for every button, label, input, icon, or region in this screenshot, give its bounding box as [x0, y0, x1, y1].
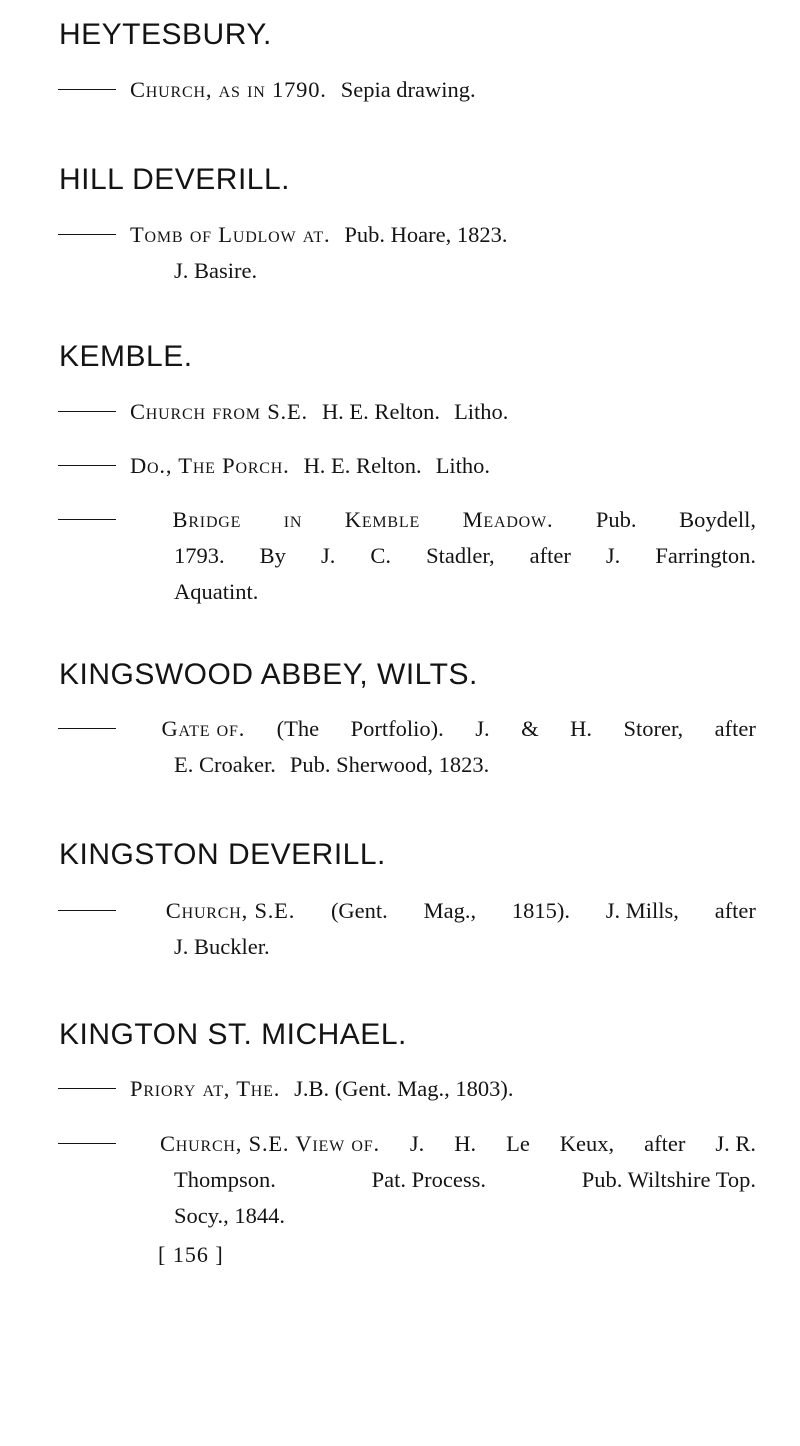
entry-text: Socy., 1844. — [174, 1203, 286, 1228]
catalogue-entry — [58, 217, 756, 289]
entry-dash — [58, 1143, 116, 1144]
entry-text: H. E. Relton. — [321, 399, 441, 424]
entry-text: 1815). — [511, 898, 570, 923]
section-heading: KEMBLE. — [59, 340, 193, 373]
entry-title: Church, S.E. View of. — [159, 1131, 380, 1156]
section-heading: KINGSWOOD ABBEY, WILTS. — [59, 658, 478, 691]
entry-text: J. — [320, 543, 336, 568]
entry-text: Mag., — [423, 898, 477, 923]
entry-text: Aquatint. — [174, 579, 259, 604]
entry-text: J. — [409, 1131, 425, 1156]
entry-text: Pub. Hoare, 1823. — [344, 222, 508, 247]
entry-dash — [58, 910, 116, 911]
entry-text: J. — [475, 716, 490, 741]
entry-text: J. Basire. — [174, 258, 258, 283]
entry-line — [58, 394, 756, 430]
entry-dash — [58, 465, 116, 466]
entry-line — [58, 1162, 756, 1198]
entry-title: Meadow. — [462, 507, 554, 532]
entry-text: (The — [276, 716, 320, 741]
entry-title: Do., The Porch. — [130, 453, 290, 478]
entry-line — [58, 1071, 756, 1107]
entry-text: (Gent. — [330, 898, 388, 923]
entry-text: Pub. — [595, 507, 637, 532]
entry-dash — [58, 519, 116, 520]
entry-text: H. E. Relton. — [303, 453, 422, 478]
entry-text: Le — [506, 1131, 530, 1156]
section-heading: HILL DEVERILL. — [59, 163, 290, 196]
entry-line — [58, 711, 756, 747]
entry-title: Kemble — [344, 507, 421, 532]
entry-text: E. Croaker. — [174, 752, 276, 777]
section-heading: HEYTESBURY. — [59, 18, 272, 51]
catalogue-entry — [58, 711, 756, 783]
catalogue-entry — [58, 1126, 756, 1234]
entry-title: Gate of. — [161, 716, 246, 741]
entry-line — [58, 448, 756, 484]
entry-text: Pat. Process. — [371, 1167, 487, 1192]
catalogue-entry — [58, 72, 756, 108]
entry-title: Church from S.E. — [130, 399, 308, 424]
entry-title: Tomb of Ludlow at. — [130, 222, 331, 247]
entry-text: Keux, — [559, 1131, 615, 1156]
entry-dash — [58, 728, 116, 729]
entry-text: By — [259, 543, 286, 568]
entry-text: & — [521, 716, 539, 741]
entry-title: Church, S.E. — [165, 898, 296, 923]
entry-text: Litho. — [454, 399, 509, 424]
entry-text: after — [714, 716, 756, 741]
entry-line — [58, 929, 756, 965]
entry-text: Portfolio). — [350, 716, 444, 741]
entry-line — [58, 72, 756, 108]
entry-text: Boydell, — [679, 507, 756, 532]
entry-dash — [58, 89, 116, 90]
entry-line — [58, 747, 756, 783]
entry-text: 1793. — [174, 543, 225, 568]
entry-line — [58, 893, 756, 929]
entry-line — [58, 574, 756, 610]
entry-text: J. — [605, 543, 621, 568]
entry-text: H. — [454, 1131, 477, 1156]
catalogue-entry — [58, 502, 756, 610]
entry-line — [58, 502, 756, 538]
entry-text: Sepia drawing. — [340, 77, 476, 102]
entry-line — [58, 1126, 756, 1162]
entry-text: J.B. (Gent. Mag., 1803). — [294, 1076, 514, 1101]
section-heading: KINGTON ST. MICHAEL. — [59, 1018, 407, 1051]
entry-text: J. Buckler. — [174, 934, 270, 959]
section-heading: KINGSTON DEVERILL. — [59, 838, 386, 871]
entry-text: J. Mills, — [605, 898, 679, 923]
entry-text: Stadler, — [426, 543, 495, 568]
entry-text: after — [529, 543, 571, 568]
catalogue-entry — [58, 893, 756, 965]
entry-dash — [58, 411, 116, 412]
entry-dash — [58, 234, 116, 235]
entry-title: Priory at, The. — [130, 1076, 281, 1101]
entry-title: Church, as in 1790. — [130, 77, 327, 102]
entry-title: Bridge — [172, 507, 242, 532]
entry-text: H. — [570, 716, 592, 741]
entry-text: after — [644, 1131, 686, 1156]
entry-dash — [58, 1088, 116, 1089]
entry-title: in — [283, 507, 303, 532]
entry-text: Litho. — [435, 453, 491, 478]
entry-text: after — [714, 898, 756, 923]
catalogue-entry — [58, 1071, 756, 1107]
entry-text: Pub. Sherwood, 1823. — [289, 752, 490, 777]
entry-line — [58, 538, 756, 574]
entry-text: Thompson. — [174, 1167, 276, 1192]
entry-text: Storer, — [623, 716, 684, 741]
entry-text: Farrington. — [655, 543, 756, 568]
entry-line — [58, 1198, 756, 1234]
catalogue-entry — [58, 448, 756, 484]
entry-line — [58, 253, 756, 289]
entry-text: C. — [370, 543, 392, 568]
catalogue-entry — [58, 394, 756, 430]
entry-text: J. R. — [715, 1131, 756, 1156]
entry-text: Pub. Wiltshire Top. — [581, 1167, 756, 1192]
page-number: [ 156 ] — [158, 1242, 224, 1267]
entry-line — [58, 217, 756, 253]
